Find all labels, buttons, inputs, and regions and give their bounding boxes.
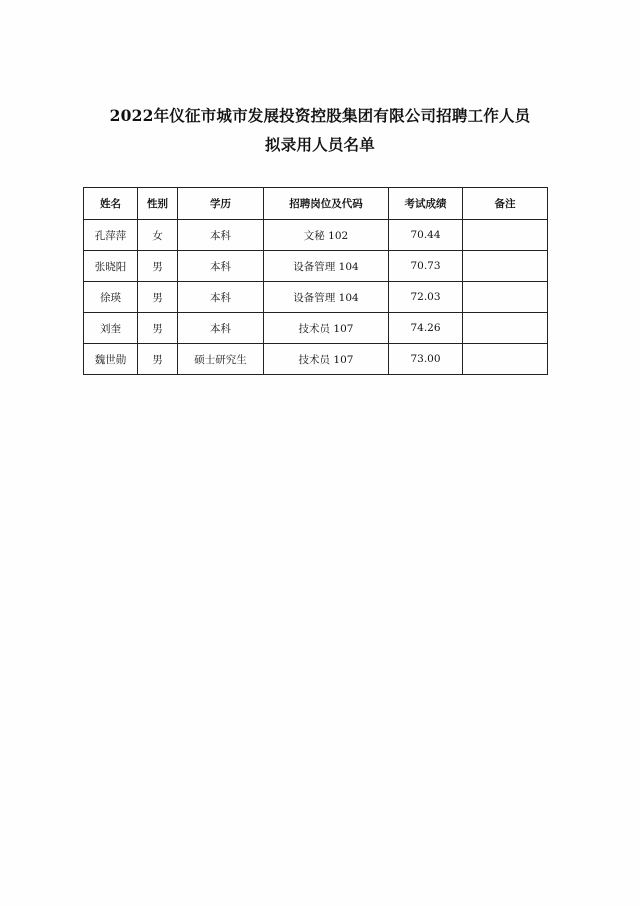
table-row xyxy=(84,282,548,313)
cell-gender: 男 xyxy=(138,282,178,313)
cell-education: 本科 xyxy=(178,282,264,313)
cell-education: 硕士研究生 xyxy=(178,344,264,375)
table-row xyxy=(84,313,548,344)
table-row xyxy=(84,251,548,282)
header-name: 姓名 xyxy=(84,188,138,220)
cell-name: 张晓阳 xyxy=(84,251,138,282)
cell-gender: 男 xyxy=(138,251,178,282)
cell-education: 本科 xyxy=(178,251,264,282)
cell-note xyxy=(463,313,548,344)
cell-name: 徐瑛 xyxy=(84,282,138,313)
cell-score: 74.26 xyxy=(389,313,463,344)
header-education: 学历 xyxy=(178,188,264,220)
candidate-table xyxy=(83,187,548,375)
header-position: 招聘岗位及代码 xyxy=(264,188,389,220)
header-score: 考试成绩 xyxy=(389,188,463,220)
cell-gender: 男 xyxy=(138,344,178,375)
cell-position: 技术员 107 xyxy=(264,344,389,375)
header-gender: 性别 xyxy=(138,188,178,220)
cell-name: 孔萍萍 xyxy=(84,220,138,251)
cell-score: 73.00 xyxy=(389,344,463,375)
cell-position: 技术员 107 xyxy=(264,313,389,344)
cell-note xyxy=(463,251,548,282)
table-row xyxy=(84,220,548,251)
cell-name: 刘奎 xyxy=(84,313,138,344)
cell-note xyxy=(463,344,548,375)
cell-score: 70.44 xyxy=(389,220,463,251)
cell-position: 文秘 102 xyxy=(264,220,389,251)
cell-position: 设备管理 104 xyxy=(264,282,389,313)
cell-education: 本科 xyxy=(178,220,264,251)
cell-note xyxy=(463,282,548,313)
cell-position: 设备管理 104 xyxy=(264,251,389,282)
cell-gender: 男 xyxy=(138,313,178,344)
document-title: 2022年仪征市城市发展投资控股集团有限公司招聘工作人员 xyxy=(109,106,531,125)
cell-education: 本科 xyxy=(178,313,264,344)
cell-score: 72.03 xyxy=(389,282,463,313)
cell-score: 70.73 xyxy=(389,251,463,282)
table-header-row xyxy=(84,188,548,220)
cell-note xyxy=(463,220,548,251)
header-note: 备注 xyxy=(463,188,548,220)
table-row xyxy=(84,344,548,375)
cell-gender: 女 xyxy=(138,220,178,251)
document-subtitle: 拟录用人员名单 xyxy=(265,135,375,154)
cell-name: 魏世勋 xyxy=(84,344,138,375)
